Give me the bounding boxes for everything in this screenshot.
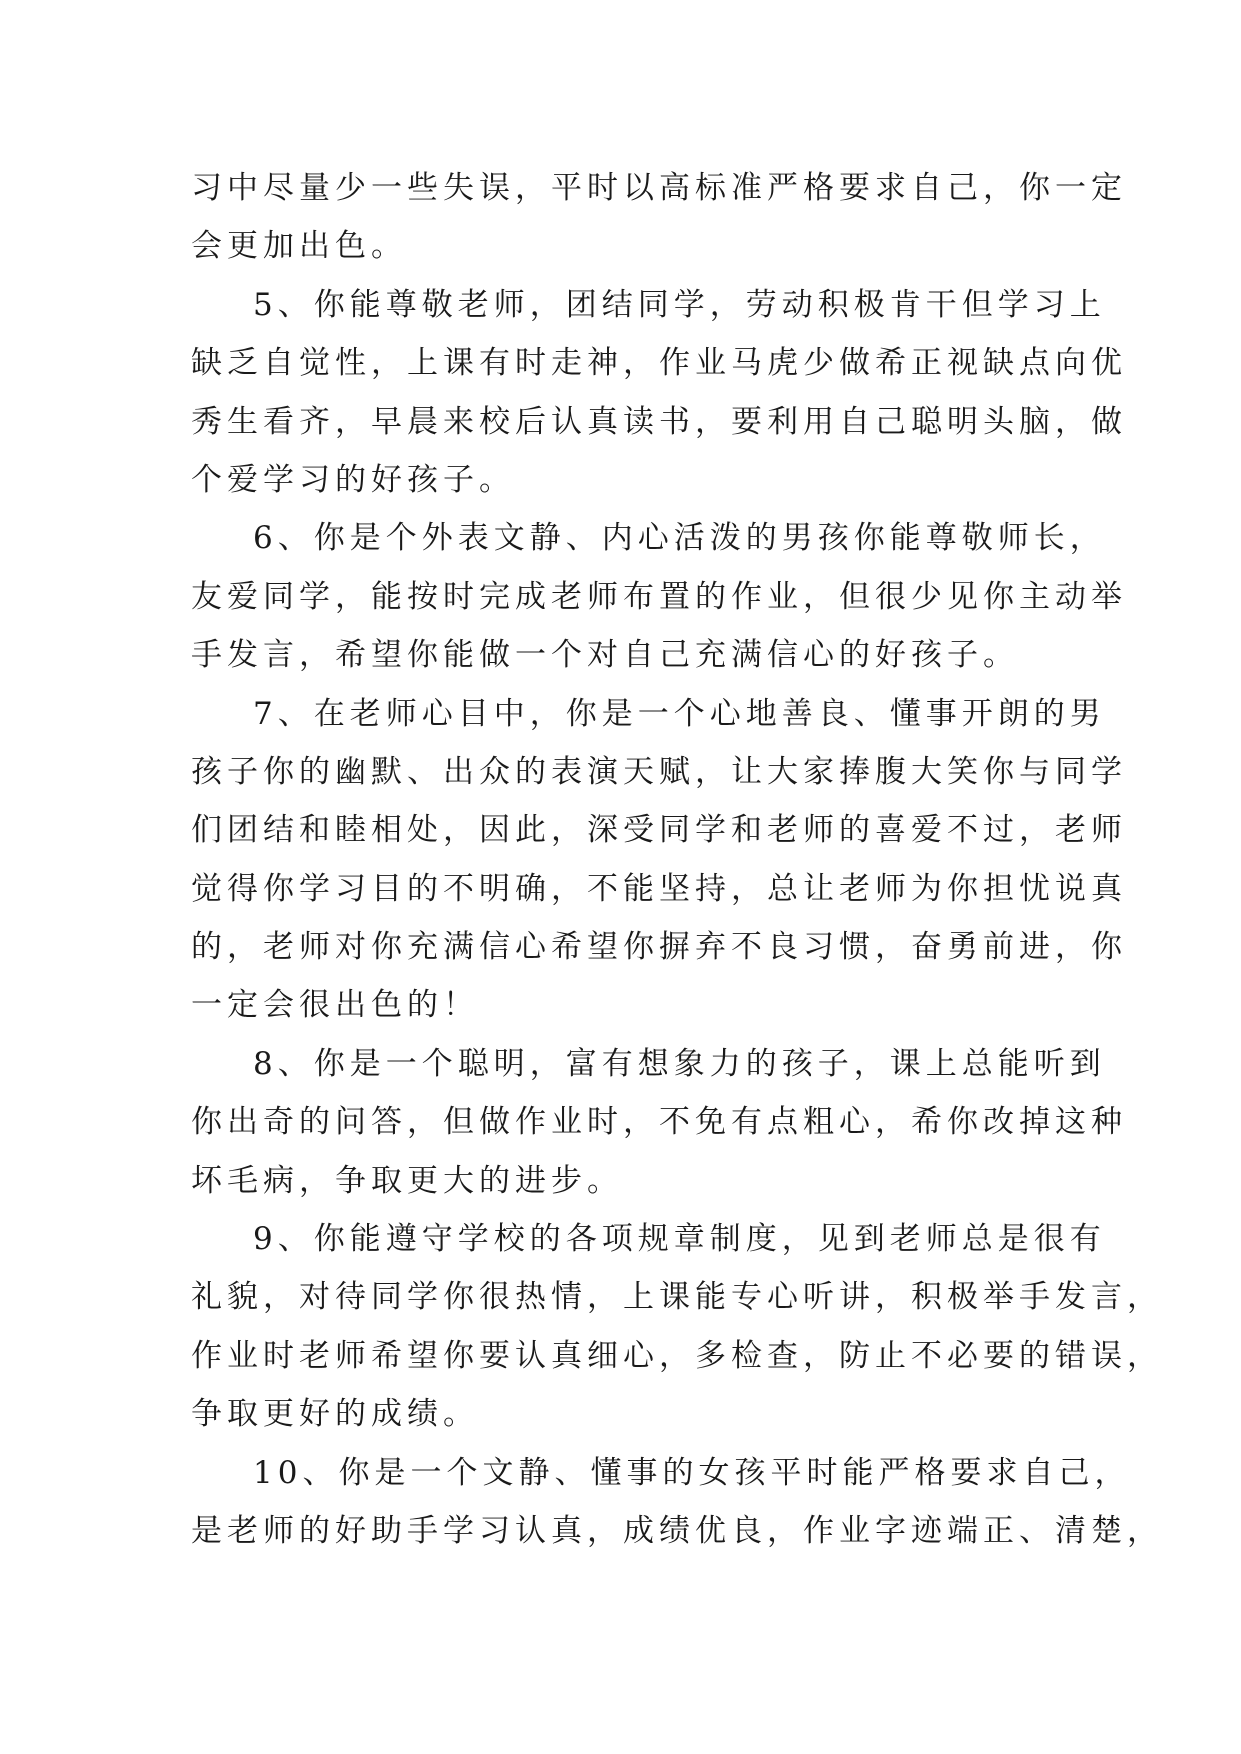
text-line: 友爱同学，能按时完成老师布置的作业，但很少见你主动举	[191, 578, 1127, 615]
text-line: 9、你能遵守学校的各项规章制度，见到老师总是很有	[253, 1221, 1106, 1258]
text-line: 作业时老师希望你要认真细心，多检查，防止不必要的错误，	[191, 1337, 1163, 1374]
text-line: 孩子你的幽默、出众的表演天赋，让大家捧腹大笑你与同学	[191, 753, 1127, 790]
text-line: 礼貌，对待同学你很热情，上课能专心听讲，积极举手发言，	[191, 1279, 1163, 1316]
document-body	[191, 159, 1163, 1560]
text-line: 7、在老师心目中，你是一个心地善良、懂事开朗的男	[253, 695, 1106, 732]
text-line: 缺乏自觉性，上课有时走神，作业马虎少做希正视缺点向优	[191, 345, 1127, 382]
text-line: 们团结和睦相处，因此，深受同学和老师的喜爱不过，老师	[191, 812, 1127, 849]
text-line: 是老师的好助手学习认真，成绩优良，作业字迹端正、清楚，	[191, 1512, 1163, 1549]
text-line: 8、你是一个聪明，富有想象力的孩子，课上总能听到	[253, 1045, 1106, 1082]
text-line: 你出奇的问答，但做作业时，不免有点粗心，希你改掉这种	[191, 1104, 1127, 1141]
text-line: 的，老师对你充满信心希望你摒弃不良习惯，奋勇前进，你	[191, 929, 1127, 966]
text-line: 5、你能尊敬老师，团结同学，劳动积极肯干但学习上	[253, 286, 1106, 323]
text-line: 争取更好的成绩。	[191, 1396, 479, 1433]
text-line: 6、你是个外表文静、内心活泼的男孩你能尊敬师长，	[253, 520, 1106, 557]
text-line: 坏毛病，争取更大的进步。	[191, 1162, 623, 1199]
text-line: 一定会很出色的！	[191, 987, 479, 1024]
text-line: 会更加出色。	[191, 228, 407, 265]
text-line: 个爱学习的好孩子。	[191, 461, 515, 498]
text-line: 秀生看齐，早晨来校后认真读书，要利用自己聪明头脑，做	[191, 403, 1127, 440]
text-line: 10、你是一个文静、懂事的女孩平时能严格要求自己，	[253, 1454, 1131, 1491]
text-line: 手发言，希望你能做一个对自己充满信心的好孩子。	[191, 637, 1019, 674]
text-line: 觉得你学习目的不明确，不能坚持，总让老师为你担忧说真	[191, 870, 1127, 907]
text-line: 习中尽量少一些失误，平时以高标准严格要求自己，你一定	[191, 170, 1127, 206]
